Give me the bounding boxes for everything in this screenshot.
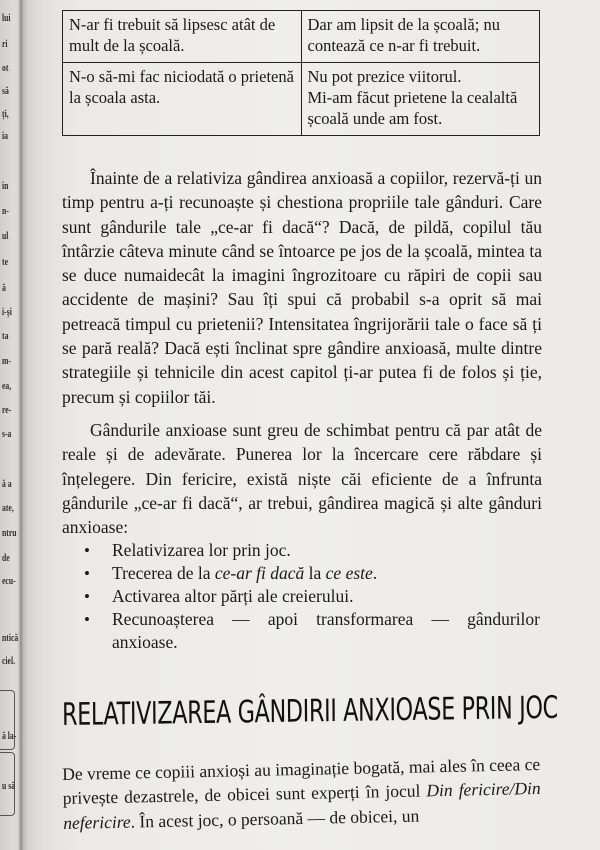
list-item: • Activarea altor părți ale creierului. xyxy=(84,586,354,606)
reframe-line: Nu pot prezice viitorul. xyxy=(307,67,462,86)
facing-fragment: ta xyxy=(2,330,9,342)
facing-fragment: de xyxy=(2,552,10,564)
facing-fragment: lui xyxy=(2,12,11,24)
section-heading: RELATIVIZAREA GÂNDIRII ANXIOASE PRIN JOC xyxy=(61,689,558,733)
facing-page-edge xyxy=(0,0,19,850)
facing-fragment: ntică xyxy=(2,632,19,644)
facing-fragment: ia xyxy=(2,130,8,142)
facing-fragment: s-a xyxy=(2,428,12,440)
facing-fragment: ecu- xyxy=(2,575,16,587)
reframe-line: Mi-am făcut prietene la cealaltă școală unde am fost. xyxy=(307,88,518,128)
facing-fragment: ciel. xyxy=(2,655,16,667)
facing-fragment: n- xyxy=(2,205,9,217)
bullet-icon: • xyxy=(84,541,90,560)
facing-fragment: in xyxy=(2,180,9,192)
list-item: • Recunoașterea — apoi transformarea — gândurilor anxioase. xyxy=(84,609,540,652)
facing-fragment: să xyxy=(2,85,9,97)
reframe-cell xyxy=(301,63,540,136)
anxious-thought-cell: N-ar fi trebuit să lipsesc atât de mult de la școală. xyxy=(63,11,302,63)
thought-reframe-table xyxy=(62,10,540,136)
body-paragraph: Înainte de a relativiza gândirea anxioasă a copiilor, rezervă-ți un timp pentru a-ți recunoaște și chestiona propriile tale gânduri. Care sunt gândurile tale „ce-ar fi dacă“? Dacă, de pildă, copilul tău întârzie câteva minute când se întoarce pe jos de la școală, mintea ta se duce numaidecât la imagini îngrozitoare cu răpiri de copii sau accidente de mașini? Sau îți spui că probabil s-a oprit să mai petreacă timpul cu prietenii? Intensitatea îngrijorării tale o face să ți se pară reală? Dacă ești înclinat spre gândire anxioasă, multe dintre strategiile și tehnicile din acest capitol ți-ar putea fi de folos și ție, precum și copiilor tăi. xyxy=(62,168,542,407)
list-item: • Relativizarea lor prin joc. xyxy=(84,540,291,560)
emphasis: ce-ar fi dacă xyxy=(214,563,305,583)
facing-fragment: re- xyxy=(2,404,12,416)
table-row xyxy=(63,11,540,63)
reframe-cell: Dar am lipsit de la școală; nu contează ce n-ar fi trebuit. xyxy=(301,11,540,63)
emphasis: ce este xyxy=(325,563,373,583)
facing-fragment: te xyxy=(2,256,8,268)
emphasis: Din fericire/Din nefericire xyxy=(63,778,541,833)
facing-fragment: ă la- xyxy=(2,730,17,742)
bullet-icon: • xyxy=(84,587,90,606)
facing-fragment: ate, xyxy=(2,502,14,514)
facing-fragment: ul xyxy=(2,230,9,242)
bullet-icon: • xyxy=(84,564,90,583)
strategy-list xyxy=(84,539,540,654)
body-paragraph: Gândurile anxioase sunt greu de schimbat pentru că par atât de reale și de adevărate. Punerea lor la încercare cere răbdare și înțelegere. Din fericire, există niște căi eficiente de a înfrunta gândurile „ce-ar fi dacă“, ar trebui, gândirea magică și alte gânduri anxioase: xyxy=(62,420,542,538)
body-paragraph: De vreme ce copiii anxioși au imaginație bogată, mai ales în ceea ce privește dezastrele, de obicei sunt experți în jocul Din fericire/Din nefericire. În acest joc, o persoană — de obicei, un xyxy=(62,753,541,833)
facing-fragment: ri xyxy=(2,38,8,50)
facing-fragment: ți, xyxy=(2,108,9,120)
facing-fragment: ntru xyxy=(2,527,17,539)
facing-fragment: ot xyxy=(2,62,9,74)
facing-fragment: ea, xyxy=(2,380,12,392)
list-item: • Trecerea de la ce-ar fi dacă la ce este. xyxy=(84,563,378,583)
facing-fragment: ă a xyxy=(2,478,12,490)
bullet-icon: • xyxy=(84,610,90,629)
facing-fragment: i-și xyxy=(2,306,12,318)
facing-fragment: ă xyxy=(2,282,6,294)
table-row xyxy=(63,63,540,136)
anxious-thought-cell: N-o să-mi fac niciodată o prietenă la școala asta. xyxy=(63,63,302,136)
facing-fragment: m- xyxy=(2,355,11,367)
facing-fragment: u să xyxy=(2,780,16,792)
